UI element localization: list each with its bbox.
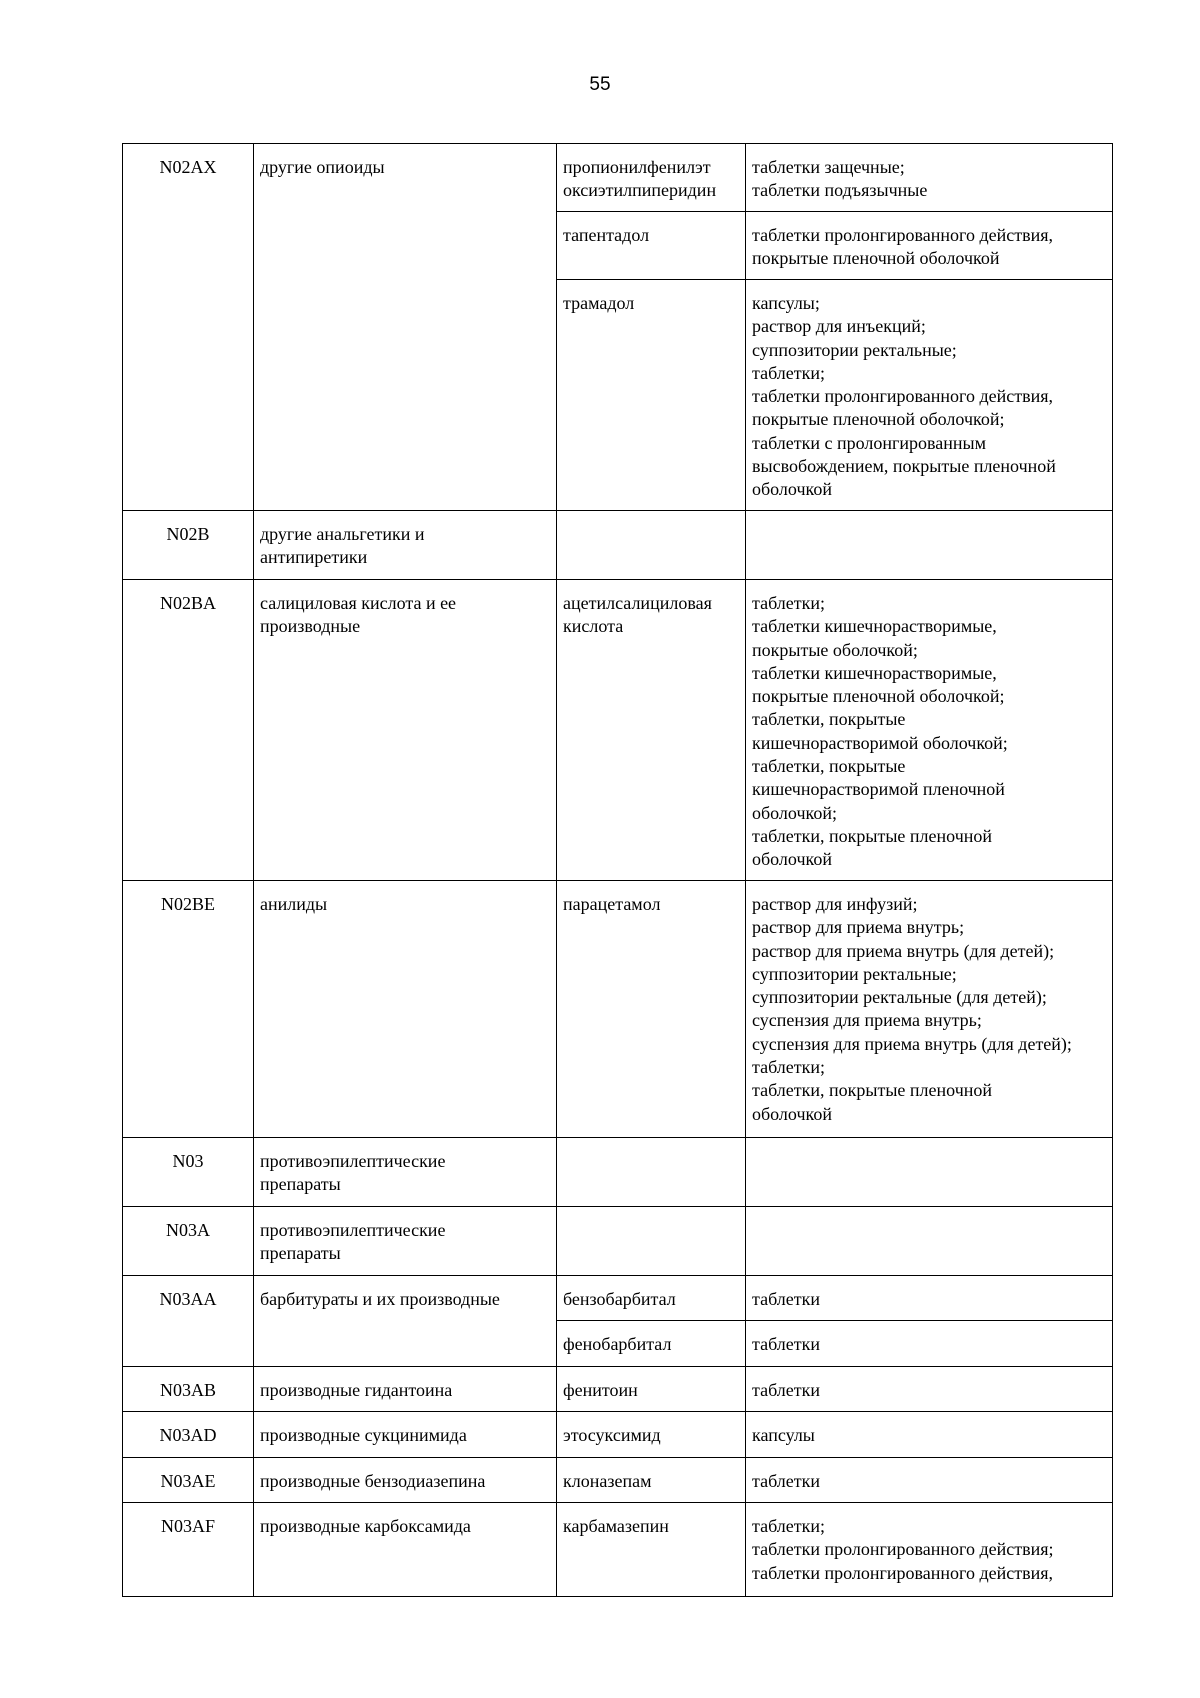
dosage-form-cell <box>746 511 1113 580</box>
atc-group-cell <box>254 144 557 511</box>
cell-text-line: покрытые пленочной оболочкой; <box>752 686 1005 707</box>
dosage-form-cell <box>746 1503 1113 1597</box>
atc-group-cell <box>254 1276 557 1367</box>
atc-code-cell <box>123 1207 254 1276</box>
drug-name-cell <box>557 1367 746 1412</box>
cell-text-line: таблетки, покрытые <box>752 756 906 777</box>
cell-text-line: кислота <box>563 616 624 637</box>
cell-text-line: ацетилсалициловая <box>563 593 712 613</box>
cell-text-line: таблетки; <box>752 1057 826 1078</box>
cell-text-line: тапентадол <box>563 225 650 245</box>
atc-code-cell <box>123 511 254 580</box>
dosage-form-cell <box>746 1458 1113 1503</box>
drug-name-cell <box>557 1276 746 1321</box>
cell-text-line: раствор для приема внутрь (для детей); <box>752 940 1055 961</box>
cell-text-line: другие анальгетики и <box>260 524 425 544</box>
cell-text-line: таблетки пролонгированного действия, <box>752 225 1054 245</box>
cell-text-line: оксиэтилпиперидин <box>563 180 717 201</box>
atc-group-cell <box>254 1207 557 1276</box>
table-body <box>123 144 1113 1597</box>
drug-name-cell <box>557 1412 746 1458</box>
cell-text-line: фенобарбитал <box>563 1334 672 1354</box>
cell-text-line: N03A <box>166 1220 210 1240</box>
dosage-form-cell <box>746 1276 1113 1321</box>
cell-text-line: N02AX <box>159 157 217 177</box>
cell-text-line: суппозитории ректальные; <box>752 339 957 360</box>
atc-group-cell <box>254 1138 557 1207</box>
cell-text-line: таблетки кишечнорастворимые, <box>752 616 997 637</box>
cell-text-line: оболочкой; <box>752 802 837 823</box>
cell-text-line: суспензия для приема внутрь; <box>752 1010 982 1031</box>
page-number: 55 <box>589 74 611 95</box>
drug-name-cell <box>557 1138 746 1207</box>
cell-text-line: оболочкой <box>752 1103 832 1124</box>
atc-group-cell <box>254 511 557 580</box>
dosage-form-cell <box>746 1138 1113 1207</box>
table-row <box>123 881 1113 1138</box>
drug-name-cell <box>557 1207 746 1276</box>
table-row <box>123 580 1113 881</box>
drug-name-cell <box>557 1503 746 1597</box>
cell-text-line: N02B <box>166 524 210 544</box>
table-row <box>123 144 1113 212</box>
cell-text-line: N02BA <box>159 593 216 613</box>
cell-text-line: барбитураты и их производные <box>260 1289 500 1309</box>
cell-text-line: препараты <box>260 1243 341 1264</box>
dosage-form-cell <box>746 881 1113 1138</box>
cell-text-line: противоэпилептические <box>260 1151 446 1171</box>
cell-text-line: препараты <box>260 1174 341 1195</box>
table-row <box>123 1367 1113 1412</box>
cell-text-line: таблетки; <box>752 362 826 383</box>
cell-text-line: другие опиоиды <box>260 157 385 177</box>
cell-text-line: противоэпилептические <box>260 1220 446 1240</box>
cell-text-line: парацетамол <box>563 894 661 914</box>
cell-text-line: таблетки с пролонгированным <box>752 432 987 453</box>
cell-text-line: таблетки кишечнорастворимые, <box>752 662 997 683</box>
dosage-form-cell <box>746 1321 1113 1367</box>
drug-table <box>122 143 1113 1597</box>
cell-text-line: таблетки подъязычные <box>752 180 928 201</box>
dosage-form-cell <box>746 212 1113 280</box>
cell-text-line: кишечнорастворимой пленочной <box>752 779 1005 800</box>
cell-text-line: N03AD <box>159 1425 217 1445</box>
drug-name-cell <box>557 580 746 881</box>
dosage-form-cell <box>746 144 1113 212</box>
cell-text-line: этосуксимид <box>563 1425 661 1445</box>
cell-text-line: кишечнорастворимой оболочкой; <box>752 732 1008 753</box>
atc-group-cell <box>254 580 557 881</box>
atc-code-cell <box>123 1367 254 1412</box>
table-row <box>123 1503 1113 1597</box>
table-row <box>123 1207 1113 1276</box>
cell-text-line: таблетки, покрытые <box>752 709 906 730</box>
cell-text-line: производные сукцинимида <box>260 1425 467 1445</box>
cell-text-line: оболочкой <box>752 479 832 500</box>
atc-code-cell <box>123 580 254 881</box>
cell-text-line: суппозитории ректальные; <box>752 963 957 984</box>
dosage-form-cell <box>746 1207 1113 1276</box>
drug-name-cell <box>557 144 746 212</box>
cell-text-line: фенитоин <box>563 1380 638 1400</box>
cell-text-line: высвобождением, покрытые пленочной <box>752 456 1056 477</box>
atc-group-cell <box>254 881 557 1138</box>
table-row <box>123 1276 1113 1321</box>
cell-text-line: салициловая кислота и ее <box>260 593 457 613</box>
atc-group-cell <box>254 1412 557 1458</box>
cell-text-line: таблетки; <box>752 593 826 613</box>
dosage-form-cell <box>746 1367 1113 1412</box>
cell-text-line: капсулы; <box>752 293 820 313</box>
drug-name-cell <box>557 1321 746 1367</box>
cell-text-line: покрытые пленочной оболочкой <box>752 248 1000 269</box>
cell-text-line: трамадол <box>563 293 635 313</box>
drug-name-cell <box>557 280 746 511</box>
cell-text-line: раствор для инфузий; <box>752 894 918 914</box>
cell-text-line: таблетки <box>752 1380 821 1400</box>
drug-name-cell <box>557 511 746 580</box>
dosage-form-cell <box>746 580 1113 881</box>
cell-text-line: N03AE <box>160 1471 216 1491</box>
dosage-form-cell <box>746 1412 1113 1458</box>
atc-code-cell <box>123 1276 254 1367</box>
atc-code-cell <box>123 881 254 1138</box>
cell-text-line: N03AA <box>159 1289 217 1309</box>
atc-group-cell <box>254 1458 557 1503</box>
table-row <box>123 1138 1113 1207</box>
atc-code-cell <box>123 1412 254 1458</box>
cell-text-line: производные карбоксамида <box>260 1516 471 1536</box>
cell-text-line: таблетки <box>752 1289 821 1309</box>
table-row <box>123 1458 1113 1503</box>
cell-text-line: производные бензодиазепина <box>260 1471 486 1491</box>
drug-name-cell <box>557 1458 746 1503</box>
atc-group-cell <box>254 1503 557 1597</box>
atc-code-cell <box>123 1458 254 1503</box>
cell-text-line: пропионилфенилэт <box>563 157 711 177</box>
drug-name-cell <box>557 881 746 1138</box>
drug-name-cell <box>557 212 746 280</box>
atc-code-cell <box>123 1503 254 1597</box>
dosage-form-cell <box>746 280 1113 511</box>
cell-text-line: таблетки, покрытые пленочной <box>752 825 993 846</box>
cell-text-line: клоназепам <box>563 1471 652 1491</box>
cell-text-line: таблетки защечные; <box>752 157 905 177</box>
cell-text-line: таблетки пролонгированного действия, <box>752 386 1054 407</box>
cell-text-line: N02BE <box>161 894 215 914</box>
cell-text-line: покрытые пленочной оболочкой; <box>752 409 1005 430</box>
cell-text-line: N03AB <box>159 1380 216 1400</box>
table-row <box>123 1412 1113 1458</box>
cell-text-line: таблетки пролонгированного действия, <box>752 1562 1054 1583</box>
cell-text-line: раствор для инъекций; <box>752 316 926 337</box>
cell-text-line: капсулы <box>752 1425 815 1445</box>
cell-text-line: антипиретики <box>260 547 368 568</box>
cell-text-line: производные <box>260 616 361 637</box>
cell-text-line: раствор для приема внутрь; <box>752 917 965 938</box>
cell-text-line: таблетки; <box>752 1516 826 1536</box>
atc-group-cell <box>254 1367 557 1412</box>
atc-code-cell <box>123 1138 254 1207</box>
atc-code-cell <box>123 144 254 511</box>
cell-text-line: суспензия для приема внутрь (для детей); <box>752 1033 1072 1054</box>
cell-text-line: таблетки <box>752 1334 821 1354</box>
cell-text-line: анилиды <box>260 894 328 914</box>
cell-text-line: N03AF <box>160 1516 215 1536</box>
cell-text-line: покрытые оболочкой; <box>752 639 918 660</box>
cell-text-line: N03 <box>172 1151 204 1171</box>
cell-text-line: бензобарбитал <box>563 1289 676 1309</box>
cell-text-line: карбамазепин <box>563 1516 669 1536</box>
cell-text-line: таблетки, покрытые пленочной <box>752 1080 993 1101</box>
table-row <box>123 511 1113 580</box>
cell-text-line: производные гидантоина <box>260 1380 453 1400</box>
cell-text-line: суппозитории ректальные (для детей); <box>752 987 1047 1008</box>
cell-text-line: таблетки пролонгированного действия; <box>752 1539 1054 1560</box>
cell-text-line: оболочкой <box>752 849 832 870</box>
cell-text-line: таблетки <box>752 1471 821 1491</box>
